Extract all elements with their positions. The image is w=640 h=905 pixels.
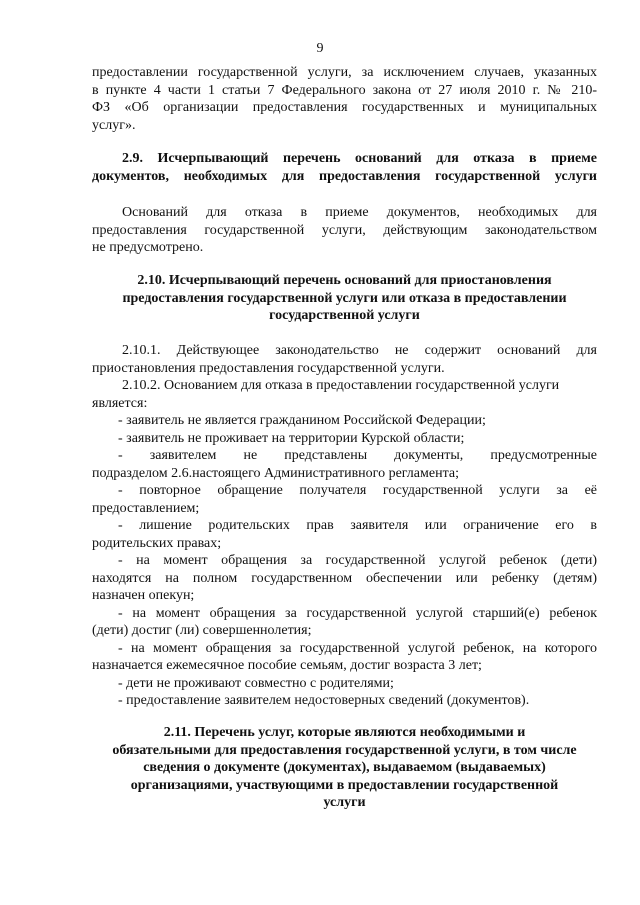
heading-line: сведения о документе (документах), выдаваемом (выдаваемых): [143, 760, 546, 775]
intro-paragraph: [92, 64, 597, 134]
list-item-continuation: назначается ежемесячное пособие семьям, достиг возраста 3 лет;: [92, 658, 482, 673]
heading-line: документов, необходимых для предоставления государственной услуги: [92, 168, 597, 184]
text-line: не предусмотрено.: [92, 240, 204, 255]
heading-line: предоставления государственной услуги или отказа в предоставлении: [122, 290, 567, 306]
list-item: - повторное обращение получателя государственной услуги за её: [118, 483, 597, 498]
heading-line: организациями, участвующими в предоставлении государственной: [130, 777, 559, 793]
list-item: - на момент обращения за государственной услугой ребенок (дети): [118, 553, 597, 568]
text-line: услуг».: [92, 117, 136, 133]
heading-line: услуги: [323, 795, 366, 810]
list-item: - заявитель не проживает на территории Курской области;: [118, 430, 465, 446]
list-item-continuation: (дети) достиг (ли) совершеннолетия;: [92, 623, 312, 638]
text-line: предоставлении государственной услуги, за исключением случаев, указанных: [92, 65, 597, 80]
section-2-10-heading: [92, 272, 597, 325]
text-line: является:: [92, 395, 148, 411]
heading-line: 2.9. Исчерпывающий перечень оснований для отказа в приеме: [122, 151, 597, 166]
text-line: предоставления государственной услуги, действующим законодательством: [92, 222, 597, 238]
list-item: - предоставление заявителем недостоверных сведений (документов).: [118, 693, 530, 708]
list-item-continuation: назначен опекун;: [92, 588, 195, 603]
section-2-9-heading: [92, 150, 597, 185]
list-item: - заявитель не является гражданином Российской Федерации;: [118, 413, 486, 428]
section-2-9-body: [92, 204, 597, 257]
page-number: 9: [316, 41, 324, 56]
text-line: 2.10.1. Действующее законодательство не содержит оснований для: [122, 343, 597, 358]
list-item: - дети не проживают совместно с родителями;: [118, 675, 394, 691]
text-line: ФЗ «Об организации предоставления государственных и муниципальных: [92, 100, 597, 115]
list-item: - лишение родительских прав заявителя или ограничение его в: [118, 518, 597, 533]
list-item: - заявителем не представлены документы, предусмотренные: [118, 448, 597, 463]
list-item-continuation: предоставлением;: [92, 500, 200, 516]
heading-line: обязательными для предоставления государственной услуги, в том числе: [112, 742, 577, 758]
section-2-11-heading: [92, 724, 597, 812]
section-2-10-body: [92, 342, 597, 710]
heading-line: 2.11. Перечень услуг, которые являются необходимыми и: [163, 725, 526, 740]
text-line: Оснований для отказа в приеме документов, необходимых для: [122, 205, 597, 220]
text-line: приостановления предоставления государственной услуги.: [92, 360, 445, 376]
text-line: в пункте 4 части 1 статьи 7 Федерального закона от 27 июля 2010 г. № 210-: [92, 82, 597, 98]
list-item: - на момент обращения за государственной услугой старший(е) ребенок: [118, 605, 597, 621]
list-item-continuation: подразделом 2.6.настоящего Административного регламента;: [92, 465, 459, 481]
heading-line: 2.10. Исчерпывающий перечень оснований для приостановления: [137, 273, 552, 288]
list-item: - на момент обращения за государственной услугой ребенок, на которого: [118, 640, 597, 656]
list-item-continuation: находятся на полном государственном обеспечении или ребенку (детям): [92, 570, 597, 586]
text-line: 2.10.2. Основанием для отказа в предоставлении государственной услуги: [122, 378, 560, 393]
heading-line: государственной услуги: [269, 308, 420, 323]
list-item-continuation: родительских правах;: [92, 535, 222, 551]
